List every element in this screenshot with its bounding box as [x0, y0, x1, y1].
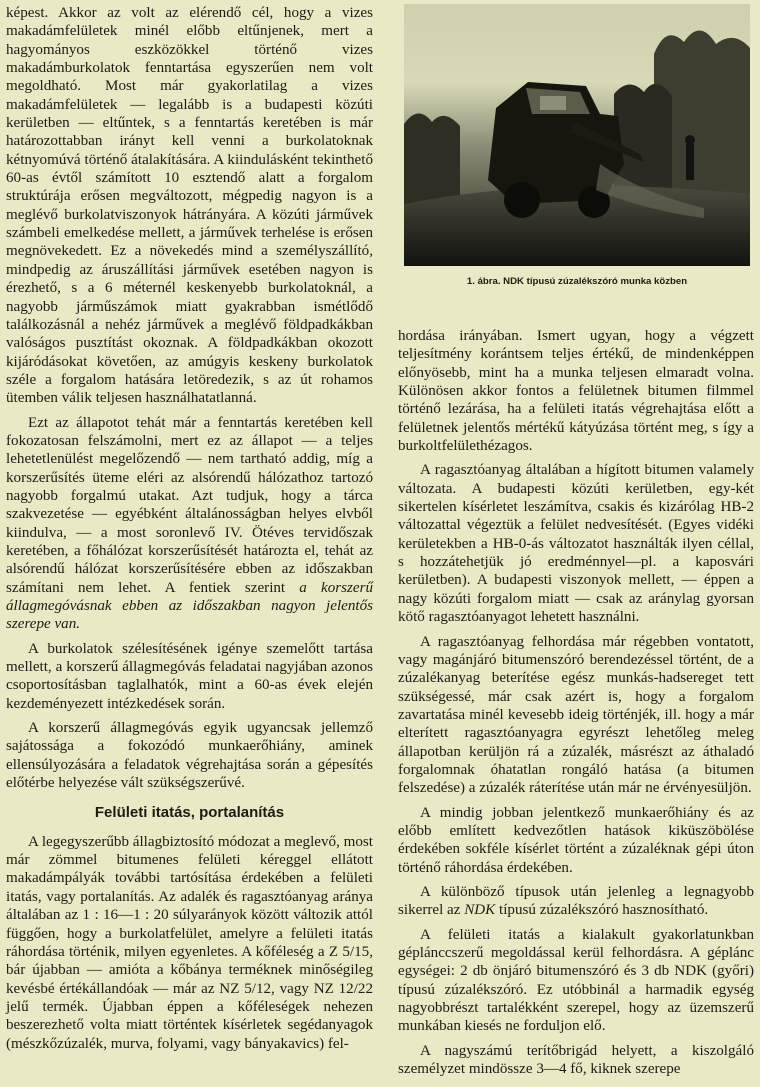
paragraph: képest. Akkor az volt az elérendő cél, hogy a vizes makadámfelületek minél előbb eltűnjenek, mert a hagyományos eszközökkel történő vizes makadámburkolatok fenntartása egyszerűen nem volt megoldható. Most már gyakorlatilag a vizes makadámfelületek — legalább is a budapesti közúti kerületben — eltűntek, s a fenntartás keretében is már határozottabban irányt kell venni a burkolatoknak kétnyomúvá történő átalakítására. A kiindulásként tekinthető 60-as évtől számított 10 esztendő alatt a forgalom struktúrája erősen megváltozott, mégpedig nagyon is a meglévő burkolatviszonyok hátrányára. A közúti járművek számbeli emelkedése mellett, a járművek terhelése is erősen megnövekedett. Ez a növekedés mind a személyszállító, mindpedig az áruszállítási járművek esetében nagyon is érezhető, s a 6 méternél keskenyebb burkolatoknál, a nagyobb járműszámok miatt gyakrabban ismétlődő találkozásnál a nehéz járművek a meglévő földpadkákban valóságos pusztítást okoznak. A földpadkákban okozott kijáródásokat követően, az amúgyis keskeny burkolatok széle a forgalom hatására letöredezik, s az út rohamos ütemben válik teljesen használhatatlanná. [6, 5, 373, 407]
figure-caption: 1. ábra. NDK típusú zúzalékszóró munka közben [466, 276, 688, 287]
paragraph [6, 414, 373, 634]
emphasized-text: a korszerű állagmegóvásnak ebben az időszakban nagyon jelentős szerepe van. [6, 579, 373, 633]
paragraph: A mindig jobban jelentkező munkaerőhiány és az előbb említett kedvezőtlen hatások kiküszöbölése érdekében sokféle kísérlet történt a zúzaléknak gépi úton történő ráhordása érdekében. [398, 804, 754, 876]
paragraph: A nagyszámú terítőbrigád helyett, a kiszolgáló személyzet mindössze 3—4 fő, kiknek szerepe [398, 1042, 754, 1078]
left-column [6, 4, 373, 1059]
paragraph [398, 883, 754, 920]
section-heading: Felületi itatás, portalanítás [94, 804, 285, 822]
right-column [398, 327, 754, 1084]
paragraph: A burkolatok szélesítésének igénye szemelőtt tartása mellett, a korszerű állagmegóvás feladatai nagyjában azonos csoportosításban taglalhatók, mint a 60-as évek elején kezdeményezett intézkedések során. [6, 640, 373, 712]
paragraph: hordása irányában. Ismert ugyan, hogy a végzett teljesítmény korántsem teljes értékű, de mindenképpen előnyösebb, mint ha a munka teljesen elmaradt volna. Különösen akkor fontos a felületnek bitumen filmmel történő lezárása, ha a felületi itatás végrehajtása előtt a felületnek jelentős mértékű kátyúzása történt meg, s így a burkoltfelülethézagos. [398, 328, 754, 455]
paragraph: A legegyszerűbb állagbiztosító módozat a meglevő, most már zömmel bitumenes felületi kéreggel ellátott makadámpályák további tartósítása érdekében a felületi itatás, vagy portalanítás. Az adalék és ragasztóanyag aránya általában az 1 : 16—1 : 20 súlyarányok között változik attól függően, hogy a burkolatfelület, amelyre a felületi itatás ráhordása történik, milyen egyenletes. A kőféleség a Z 5/15, bár újabban — amióta a kőbánya terméknek minőségileg kevésbé értékállandóak — már az NZ 5/12, vagy NZ 12/22 jelű termék. Újabban éppen a kőféleségek nehezen beszerezhető volta miatt történtek kísérletek segédanyagok (mészkőzúzalék, murva, folyami, vagy bányakavics) fel- [6, 833, 373, 1052]
paragraph-text: A különböző típusok után jelenleg a legnagyobb sikerrel az [398, 883, 754, 919]
paragraph: A felületi itatás a kialakult gyakorlatunkban géplánccszerű megoldással kerül felhordásra. A géplánc egységei: 2 db önjáró bitumenszóró és 3 db NDK (győri) típusú zúzalékszóró. Ez utóbbinál a harmadik egység nagyobbrészt tartalékként szerepel, hogy az üzemszerű munkában kiesés ne forduljon elő. [398, 926, 754, 1035]
paragraph-text: Ezt az állapotot tehát már a fenntartás keretében kell fokozatosan felszámolni, mert ez az állapot — a teljes lehetetlenülést megelőzendő — nem tartható addig, míg a korszerűsítés üteme eléri az alsórendű hálózathoz tartozó nagyobb forgalmú utakat. Azt tudjuk, hogy a tárca szakvezetése — egyébként általánosságban helyes elvből kiindulva, — a most soronlevő IV. Ötéves tervidőszak keretében, a főhálózat korszerűsítését határozta el, tehát az alsórendű hálózat korszerűsítésére ebben az időszakban számítani nem lehet. A fentiek szerint [6, 414, 373, 596]
figure [398, 4, 756, 296]
paragraph: A ragasztóanyag felhordása már régebben vontatott, vagy magánjáró bitumenszóró berendezéssel történt, de a zúzalékanyag beterítése egész munkás-hadsereget tett szükségessé, már csak azért is, hogy a forgalom zavartatása minél kevesebb ideig történjék, ill. hogy a már elterített ragasztóanyagra egyrészt lehetőleg meleg állapotban kerüljön rá a zúzalék, másrészt az áthaladó forgalomnak óhatatlan rongáló hatása (a bitumen felszedése) a zúzalék ráterítése után már ne érvényesüljön. [398, 633, 754, 797]
photo-image [404, 4, 750, 266]
paragraph: A korszerű állagmegóvás egyik ugyancsak jellemző sajátossága a fokozódó munkaerőhiány, aminek ellensúlyozására a feladatok végrehajtása során a gépesítés előtérbe helyezése vált szükségszerűvé. [6, 720, 373, 792]
paragraph: A ragasztóanyag általában a hígított bitumen valamely változata. A budapesti közúti kerületben, egy-két sikertelen kísérletet leszámítva, csakis és kizárólag HB-2 változattal végeztük a felület nedvesítését. (Egyes vidéki kerületekben a HB-0-ás változatot használták ilyen céllal, s hozzátehetjük jó eredménnyel—pl. a kaposvári kerületben). A budapesti viszonyok mellett, — éppen a nagy közúti forgalom miatt — csak az aránylag gyorsan kötő ragasztóanyagot lehetett használni. [398, 462, 754, 626]
paragraph-text: típusú zúzalékszóró hasznosítható. [495, 902, 709, 919]
emphasized-text: NDK [464, 902, 496, 919]
